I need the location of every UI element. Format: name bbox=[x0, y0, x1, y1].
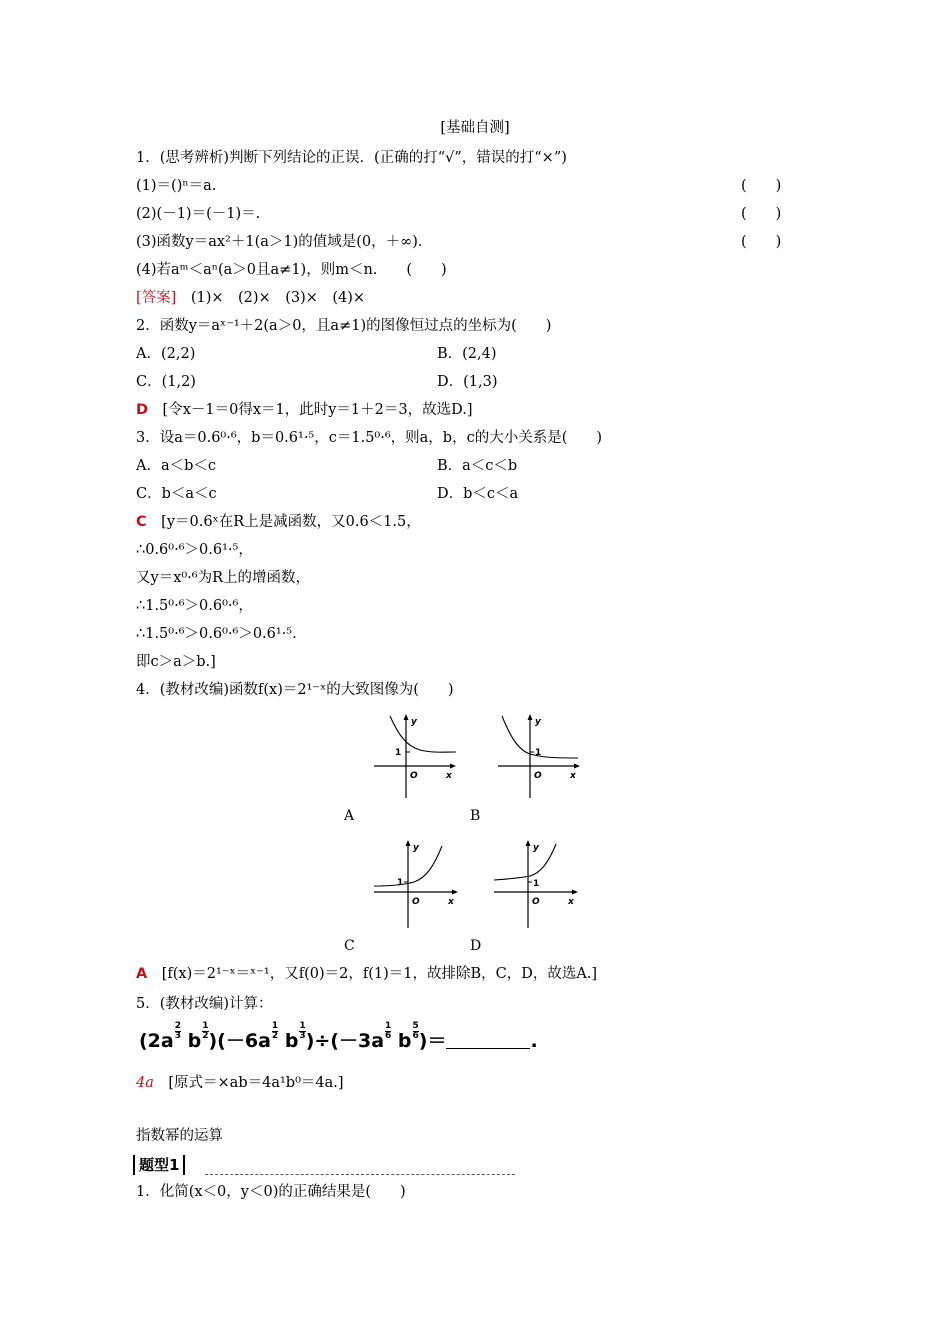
exp-num: 1 bbox=[299, 1021, 306, 1031]
graph-a-x-label: x bbox=[446, 771, 452, 781]
exp-den: 3 bbox=[299, 1031, 306, 1041]
q3-solution-3: 又y＝x⁰·⁶为R上的增函数， bbox=[136, 570, 311, 586]
graph-b-x-label: x bbox=[570, 771, 576, 781]
graph-d bbox=[490, 838, 582, 930]
q2-option-d: D．(1,3) bbox=[437, 374, 498, 390]
exp-num: 1 bbox=[202, 1021, 209, 1031]
q5-stem: 5．(教材改编)计算： bbox=[136, 996, 273, 1012]
exp-num: 1 bbox=[271, 1021, 279, 1031]
expr-part-1: (2a bbox=[139, 1030, 174, 1052]
q2-option-c: C．(1,2) bbox=[136, 374, 196, 390]
exp-den: 6 bbox=[412, 1031, 419, 1041]
graph-c-origin: O bbox=[412, 897, 420, 907]
graph-b bbox=[492, 712, 584, 800]
q1-stem: 1．(思考辨析)判断下列结论的正误．(正确的打“√”，错误的打“×”) bbox=[136, 150, 567, 166]
q1-item-1: (1)＝()ⁿ＝a. bbox=[136, 178, 217, 194]
graph-a-tick-1: 1 bbox=[395, 748, 402, 758]
q1-paren-2: ( ) bbox=[741, 206, 782, 222]
q5-expression bbox=[139, 1022, 538, 1062]
q1-answer-text: (1)× (2)× (3)× (4)× bbox=[176, 290, 366, 306]
expr-part-7: )＝ bbox=[418, 1030, 447, 1052]
q1-paren-3: ( ) bbox=[741, 234, 782, 250]
graph-a-y-label: y bbox=[411, 717, 417, 727]
exp-frac-3 bbox=[272, 1022, 278, 1041]
graph-d-tick-1: 1 bbox=[533, 879, 540, 889]
expr-part-6: b bbox=[397, 1030, 412, 1052]
graph-c-tick-1: 1 bbox=[397, 878, 404, 888]
q1-answer bbox=[136, 288, 365, 308]
q5-answer-text: [原式＝×ab＝4a¹b⁰＝4a.] bbox=[153, 1075, 344, 1091]
graph-b-tick-1: 1 bbox=[535, 748, 542, 758]
expr-part-4: b bbox=[284, 1030, 299, 1052]
section2-title: 指数幂的运算 bbox=[136, 1128, 223, 1144]
q4-answer-text: [f(x)＝2¹⁻ˣ＝ˣ⁻¹，又f(0)＝2，f(1)＝1，故排除B，C，D，故选A.] bbox=[147, 966, 598, 982]
expr-part-5: )÷(－3a bbox=[305, 1030, 385, 1052]
graph-c-label: C bbox=[344, 938, 355, 954]
q3-option-a: A．a＜b＜c bbox=[136, 458, 217, 474]
q3-option-c: C．b＜a＜c bbox=[136, 486, 217, 502]
q1-item-2: (2)(－1)＝(－1)＝. bbox=[136, 206, 261, 222]
graph-b-origin: O bbox=[534, 771, 542, 781]
graph-a-origin: O bbox=[410, 771, 418, 781]
q2-answer bbox=[136, 400, 472, 420]
graph-d-y-label: y bbox=[533, 843, 539, 853]
answer-tag: [答案] bbox=[136, 290, 177, 306]
dashed-divider bbox=[205, 1174, 515, 1175]
q2-stem: 2．函数y＝aˣ⁻¹＋2(a＞0，且a≠1)的图像恒过点的坐标为( ) bbox=[136, 318, 552, 334]
q5-answer bbox=[136, 1073, 344, 1093]
exp-den: 2 bbox=[271, 1031, 279, 1041]
q3-solution-2: ∴0.6⁰·⁶＞0.6¹·⁵， bbox=[136, 542, 253, 558]
q4-answer bbox=[136, 964, 597, 984]
graph-a-label: A bbox=[344, 808, 355, 824]
exp-den: 2 bbox=[202, 1031, 209, 1041]
exp-num: 1 bbox=[385, 1021, 392, 1031]
graph-b-y-label: y bbox=[535, 717, 541, 727]
q2-answer-letter: D bbox=[136, 402, 149, 418]
q5-answer-value: 4a bbox=[136, 1075, 154, 1091]
exp-den: 3 bbox=[174, 1031, 181, 1041]
exp-num: 2 bbox=[174, 1021, 181, 1031]
q3-solution-4: ∴1.5⁰·⁶＞0.6⁰·⁶， bbox=[136, 598, 253, 614]
expr-end: . bbox=[530, 1030, 538, 1052]
graph-d-origin: O bbox=[532, 897, 540, 907]
q3-solution-1-text: [y＝0.6ˣ在R上是减函数，又0.6＜1.5， bbox=[146, 514, 421, 530]
q3-solution-6: 即c＞a＞b.] bbox=[136, 654, 216, 670]
q1-paren-1: ( ) bbox=[741, 178, 782, 194]
exp-num: 5 bbox=[412, 1021, 419, 1031]
q3-option-b: B．a＜c＜b bbox=[437, 458, 518, 474]
q4-stem: 4．(教材改编)函数f(x)＝2¹⁻ˣ的大致图像为( ) bbox=[136, 682, 454, 698]
q3-stem: 3．设a＝0.6⁰·⁶，b＝0.6¹·⁵，c＝1.5⁰·⁶，则a，b，c的大小关系是( ) bbox=[136, 430, 603, 446]
q2-answer-text: [令x－1＝0得x＝1，此时y＝1＋2＝3，故选D.] bbox=[148, 402, 473, 418]
q2-option-a: A．(2,2) bbox=[136, 346, 196, 362]
exp-frac-5 bbox=[385, 1022, 391, 1041]
q3-answer-letter: C bbox=[136, 514, 147, 530]
q3-solution-1 bbox=[136, 512, 421, 532]
q3-solution-5: ∴1.5⁰·⁶＞0.6⁰·⁶＞0.6¹·⁵. bbox=[136, 626, 297, 642]
answer-blank[interactable] bbox=[446, 1030, 530, 1049]
graph-a bbox=[368, 712, 460, 800]
graph-c bbox=[370, 838, 462, 930]
q3-option-d: D．b＜c＜a bbox=[437, 486, 519, 502]
q1-item-3: (3)函数y＝ax²＋1(a＞1)的值域是(0，＋∞)． bbox=[136, 234, 433, 250]
graph-c-y-label: y bbox=[413, 843, 419, 853]
section-title: [基础自测] bbox=[440, 120, 510, 136]
exp-frac-1 bbox=[175, 1022, 181, 1041]
question-type-tag: 题型1 bbox=[133, 1155, 185, 1175]
graph-d-label: D bbox=[470, 938, 482, 954]
q6-stem: 1．化简(x＜0，y＜0)的正确结果是( ) bbox=[136, 1184, 406, 1200]
q2-option-b: B．(2,4) bbox=[437, 346, 497, 362]
exp-den: 6 bbox=[385, 1031, 392, 1041]
graph-d-x-label: x bbox=[568, 897, 574, 907]
expr-part-2: b bbox=[187, 1030, 202, 1052]
graph-b-label: B bbox=[470, 808, 481, 824]
q4-answer-letter: A bbox=[136, 966, 148, 982]
q1-item-4: (4)若aᵐ＜aⁿ(a＞0且a≠1)，则m＜n. ( ) bbox=[136, 262, 447, 278]
graph-c-x-label: x bbox=[448, 897, 454, 907]
expr-part-3: )(－6a bbox=[208, 1030, 271, 1052]
